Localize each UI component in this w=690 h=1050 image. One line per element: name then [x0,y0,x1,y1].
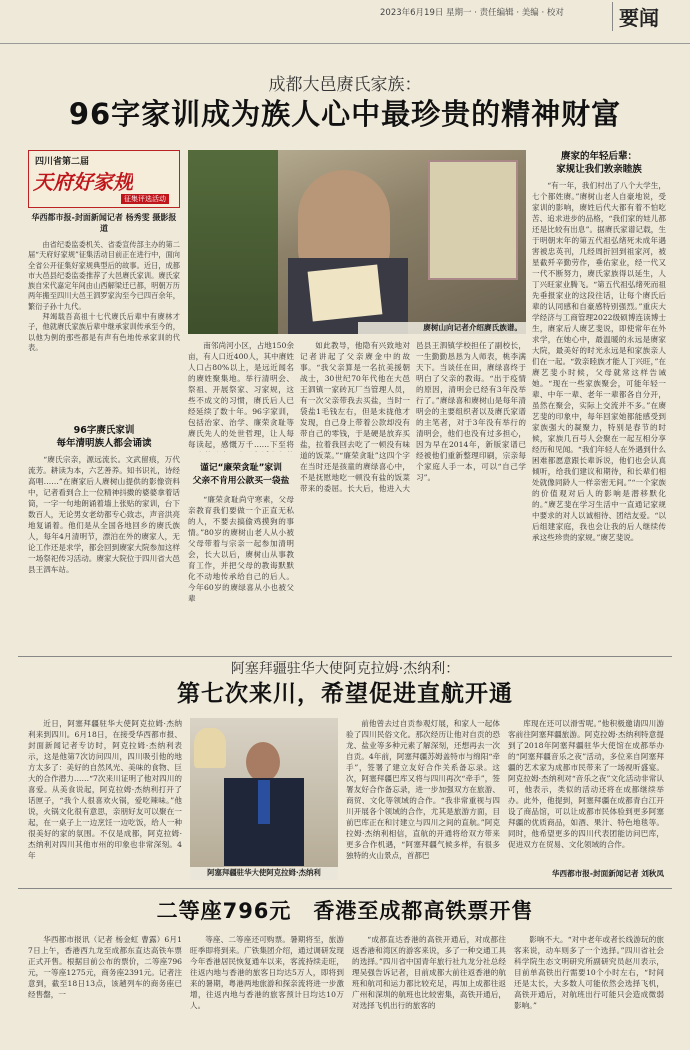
campaign-logo [28,150,180,208]
story3-col2 [190,934,344,1040]
story3-col4-text: 影响不大。“对中老年或者长线游玩的旅客来说，动车则多了一个选择。”四川省社会科学院生态文明研究所副研究员赵川表示，目前单高铁出行需要10个小时左右，“时间还是太长，大多数人可能依然会选择飞机，高铁开通后，对航班出行可能只会造成微弱影响。” [514,935,664,1010]
story3-col3 [352,934,506,1040]
story2-col1 [28,718,182,878]
logo-top: 四川省第二届 [35,157,90,167]
ambassador-head [246,742,280,782]
story1-subhead-1: 96字赓氏家训 每年清明族人都会诵读 [56,425,152,449]
plant-background [188,150,278,334]
lead-paragraph-2: 拜竭载吾高祖十七代赓氏后辈中有赓林才子，他就赓氏家族后辈中继承家训传承至今的，以他为例的那些都是有声有色地传承家训的代表。 [28,312,180,352]
header-meta: 2023年6月19日 星期一 · 责任编辑 · 美编 · 校对 [380,8,564,18]
story2-col3-text: 前他曾去过自贡参观灯展，和家人一起体验了四川民俗文化。那次经历让他对自贡的恐龙、盐业等多种元素了解深刻，还想再去一次自贡。4年前，阿塞拜疆苏姆盖特市与绵阳“牵手”，签署了建立友好合作关系备忘录。这次，阿塞拜疆巴库又将与四川再次“牵手”，签署友好合作备忘录，进一步加强双方在旅游、商贸、文化等领域的合作。“我非常重视与四川开展各个领域的合作，尤其是旅游方面，目前巴库正在和讨建立与四川之间的直航。”阿克拉姆·杰纳利相信，直航的开通将给双方带来更多合作机遇，“阿塞拜疆气候多样，有很多独特的火山景点，首都巴 [346,719,500,860]
col3-text: 如此教导，他隐有兴致地对记者讲起了父亲赓金中的故事。“我父亲算是一名抗美援朝战士，30世纪70年代他在大邑王泗镇一家砖瓦厂当管理人员，有一次父亲带我去买盐，当时一袋盐1毛钱左右，但是未拢他才发现，自己身上带着公款却没有带自己的零钱，于是硬是放弃买盐，拉着我回去吃了一顿没有味道的饭菜。”“廉荣贪耻”这四个字在当时还是孩童的赓绿喜心中，不是抚慰地吃一顿没有盐的饭菜带来的委屈。长大后，他进入大邑县王泗镇学校担任了副校长，一生勤勤恳恳为人师表，桃李满天下。当谈任在田，赓绿喜终于明白了父亲的教诲。“出于疫情的原因，清明会已经有3年没举行了。”赓绿喜和赓树山是每年清明会的主要组织者以及赓氏家谱的主笔者，对于3年没有举行的清明会，他们也没有过多担心，因为早在2014年，新版家谱已经被他们重新整理印刷，宗亲每个家庭人手一本，可以“自己学习”。 [300,341,526,493]
story3-col4 [514,934,664,1040]
story-divider-2 [18,888,672,889]
story2-kicker: 阿塞拜疆驻华大使阿克拉姆·杰纳利： [230,661,460,677]
story3-col2-text: 等座、二等座还可购票。暑期将至，旅游旺季即将到来。广铁集团介绍，通过调研发现今年香港居民恢复通车以来，客流持续走旺，往返内地与香港的旅客日均达5万人，即将到来的暑期，粤港两地旅游和探亲流将进一步激增，往返内地与香港的旅客预计日均达10万人。 [190,935,344,1010]
story2-headline: 第七次来川，希望促进直航开通 [177,681,513,707]
story2-byline: 华西都市报-封面新闻记者 刘秋凤 [551,869,664,878]
story1-col1 [28,454,180,654]
story-divider [18,656,672,657]
story2-col3 [346,718,500,878]
story1-lead [28,240,180,406]
col2-text: 南邻尚河小区，占地150余亩，有人口近400人，其中赓姓人口占80%以上，是远近闻名的赓姓聚集地。举行清明会、祭祖、开展祭家、习家规，这些不成文的习惯，赓氏后人已经延续了数十年。96字家训，包括治家、治学、廉荣贪耻等赓氏先人的处世哲理，让人每每读起，感慨万千……下至将 [188,341,294,449]
story3-col1-text: 华西都市报讯（记者 杨金虹 曹露）6月17日上午，香港西九龙至成都东直达高铁车票正式开售。根据目前公布的票价，二等座796元，一等座1275元，商务座2391元。记者注意到，截至18日13点，该趟列车的商务座已经售罄，一 [28,935,182,999]
story1-photo-caption: 赓树山向记者介绍赓氏族谱。 [358,322,526,334]
story1-headline: 96字家训成为族人心中最珍贵的精神财富 [68,97,622,131]
genealogy-book [308,264,383,321]
logo-brand: 天府好家规 [33,170,133,194]
story1-col2 [188,340,294,452]
section-title: 要闻 [612,2,659,31]
ambassador-photo [190,718,338,880]
story2-col4-text: 库现在还可以滑雪呢。”他积极邀请四川游客前往阿塞拜疆旅游。阿克拉姆·杰纳利特意提到了2018年阿塞拜疆驻华大使馆在成都举办的“阿塞拜疆音乐之夜”活动，多位来自阿塞拜疆的艺术家为成都市民带来了一场视听盛宴。阿克拉姆·杰纳利对“音乐之夜”文化活动非常认可，他表示，类似的活动还将在成都继续举办。此外，他提到，阿塞拜疆在成都青白江开设了商品馆，可以让成都市民体验到更多阿塞拜疆的优质商品，如酒、果汁、特色地毯等。同时，他希望更多的四川代表团能访问巴库，促进双方在贸易、文化领域的合作。 [508,719,664,849]
story2-photo-caption: 阿塞拜疆驻华大使阿克拉姆·杰纳利 [190,867,338,880]
col4-text: “有一年，我们村出了八个大学生，七个都姓赓。”赓树山老人自豪地说，受家训的影响，赓姓后代大都有着不怕吃苦、追求进步的品格，“我们家的娃儿都还是比较有出息”。据赓氏家谱记载，生于明朝末年的第五代祖弘绪死未成年遇害被忠英刊，几经周折回到祖家河，被星截歼辛勤劳作，垂佑家业，经一代又一代不断努力，赓氏家族得以延生，人丁兴旺家业腾飞。“第五代祖弘绪死而祖先垂报家业的这段往话，让每个赓氏后辈的认同感和自豪感特别强烈。”重庆大学经济与工商管理2022级硕博连读博士生，赓家后人赓艺斐说，即使常年在外求学，在她心中，最温暖的永远是赓家大院，最美好的时光永远是和家族亲人们在一起。“敦亲睦族才能人丁兴旺，”在赓艺斐小时候，父母就常这样告诫她。“现在一些家族聚会，可能年轻一辈、中年一辈、老年一辈都各自分开，虽然在聚会，实际上交流并不多。”在赓艺斐的印象中，每年回家她都能感受到家族强大的凝聚力，特别是春节的时候，家族几百号人会聚在一起互相分享经历和见闻。“我们年轻人在外遇到什么困难都愿意跟长辈诉说，他们也会认真倾听，给我们建议和期待，和长辈们相处就像同龄人一样亲密无间。”“一个家族的价值观对后人的影响是潜移默化的。”赓艺斐在学习生活中一直通记家规中要求的对人以诚相待、团结友爱。“以后组建家庭，我也会让我的后人继续传承这些珍贵的家规。”赓艺斐说。 [532,181,666,542]
story3-col1 [28,934,182,1040]
story1-subhead-3: 赓家的年轻后辈： 家规让我们敦亲睦族 [556,151,642,175]
col1-text: “赓氏宗亲，源远流长。文武留痕，万代流芳。耕读为本，六艺善养。知书识礼，诗经高唱……”在赓家后人赓树山提供的影像资料中，记者看到合上一位精神抖擞的婆婆拿着话筒，一字一句地朗诵着墙上张贴的家训，台下数百人，无论男女老幼都专心致志，声音洪亮地复诵着。他们是从全国各地回乡的赓氏族人，每年4月清明节，漂泊在外的赓家人，无论工作还是求学，都会回到赓家大院参加这样一场祭祀传习活动。赓家大院位于四川省大邑县王泗车站。 [28,455,180,574]
story1-subhead-2: 谨记“廉荣贪耻”家训 父亲不肯用公款买一袋盐 [192,463,290,486]
story2-col1-text: 近日，阿塞拜疆驻华大使阿克拉姆·杰纳利来到四川。6月18日，在接受华西都市报、封面新闻记者专访时，阿克拉姆·杰纳利表示，这是他第7次访问四川，四川吸引他的地方太多了：美好的自然风光、美味的食物、巨大的合作潜力……“7次来川证明了他对四川的喜爱。从美食说起，阿克拉姆·杰纳利打开了话匣子，“我个人很喜欢火锅，爱吃辣味。”他说，火锅文化很有意思，亲朋好友可以聚在一起，在一桌子上一边烹饪一边吃饭，给人一种很美好的家的氛围。不仅是成都，阿克拉姆·杰纳利对四川其他市州的印象也非常深刻。4年 [28,719,182,860]
elder-with-genealogy-photo [188,150,526,334]
lead-paragraph: 由省纪委监委机关、省委宣传部主办的第二届“天府好家规”征集活动目前正在进行中，面向全省公开征集好家规典型后的故事。近日，成都市大邑县纪委监委推荐了大邑赓氏家训。赓氏家族自宋代嘉定年间由山西解梁迁已都，明朝万历两年搬至四川大邑王泗罗家沟至今已四百余年，繁衍子孙十九代。 [28,240,180,311]
page-header [0,0,690,44]
story1-col3 [300,340,526,650]
logo-sub: 征集评选活动 [121,194,169,204]
story1-col4 [532,180,666,650]
col2b-text: “廉荣贪耻尚守寒素，父母亲教育我们要做一个正直无私的人，不要去搞偷鸡摸狗的事情。”80岁的赓树山老人从小被父母带着与宗亲一起参加清明会，长大以后，赓树山从事教育工作，并把父母的教诲默默化不动地传承给自己的后人。今年60岁的赓绿喜从小也被父辈 [188,495,294,603]
lamp [194,728,226,768]
story1-col2b [188,494,294,650]
story3-col3-text: “成都直达香港的高铁开通后，对成都往返香港和湾区的游客来说，多了一种交通工具的选择。”四川省中国青年旅行社九龙分社总经理吴强告诉记者，目前成都大前往返香港的航班和航司和运力都比较充足，再加上成都往返广州和深圳的航班也比较密集，高铁开通后，对选择飞机出行的旅客的 [352,935,506,1010]
ambassador-tie [258,780,270,824]
story1-byline: 华西都市报-封面新闻记者 杨秀雯 摄影报道 [31,213,177,233]
story1-kicker: 成都大邑赓氏家族： [268,75,422,95]
story3-headline: 二等座796元 香港至成都高铁票开售 [156,899,534,923]
story2-col4 [508,718,664,866]
door-frame [428,160,518,280]
